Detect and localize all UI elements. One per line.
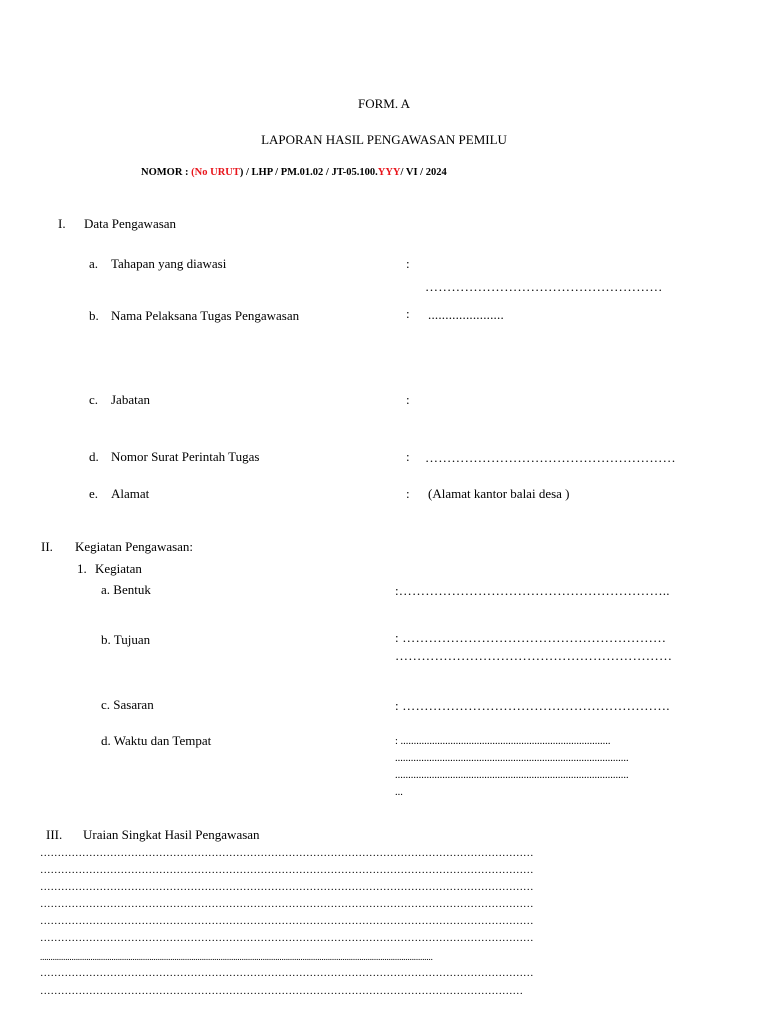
field-colon: : [406, 306, 410, 321]
field-value-line: ......................................................................................... [395, 770, 629, 781]
nomor-prefix: NOMOR : [141, 167, 192, 178]
field-value: (Alamat kantor balai desa ) [428, 486, 570, 501]
field-label: Jabatan [111, 392, 150, 407]
field-value-line: ……………………………………………………… [395, 648, 673, 663]
field-colon: : [406, 449, 410, 464]
uraian-line: ………………………………………………………………………………………………………………………… [40, 986, 523, 997]
field-letter: d. [89, 449, 99, 464]
section-1-title: Data Pengawasan [84, 216, 177, 231]
uraian-line: …………………………………………………………………………………………………………………………… [40, 865, 534, 876]
section-2-numeral: II. [41, 539, 53, 554]
field-value: ……………………………………………… [425, 279, 663, 294]
field-value-line: : …………………………………………………… [395, 630, 667, 645]
section-2-title: Kegiatan Pengawasan: [75, 539, 194, 554]
nomor-yyy: YYY [377, 167, 401, 178]
field-letter: a. [89, 256, 99, 271]
report-number [141, 165, 447, 181]
field-value-line: : ……………………………………………………. [395, 698, 670, 713]
field-value-line: ... [395, 787, 403, 798]
nomor-no-urut: (No URUT [191, 167, 240, 178]
field-label: Nama Pelaksana Tugas Pengawasan [111, 308, 300, 323]
uraian-line: …………………………………………………………………………………………………………………………… [40, 882, 534, 893]
section-3-numeral: III. [46, 827, 63, 842]
field-label: Nomor Surat Perintah Tugas [111, 449, 260, 464]
field-value: ………………………………………………… [425, 450, 676, 465]
uraian-line: …………………………………………………………………………………………………………………………… [40, 899, 534, 910]
section-3-title: Uraian Singkat Hasil Pengawasan [83, 827, 260, 842]
field-value-line: ......................................................................................... [395, 753, 629, 764]
field-value-line: :…………………………………………………….. [395, 583, 670, 598]
subsection-title: Kegiatan [95, 561, 142, 576]
field-label: Alamat [111, 486, 150, 501]
field-letter: c. [89, 392, 99, 407]
field-colon: : [406, 392, 410, 407]
field-colon: : [406, 486, 410, 501]
uraian-line: …………………………………………………………………………………………………………………………… [40, 933, 534, 944]
field-letter: b. [89, 308, 99, 323]
nomor-middle: ) / LHP / PM.01.02 / JT-05.100. [239, 167, 378, 178]
field-label: c. Sasaran [101, 697, 154, 712]
uraian-line: …………………………………………………………………………………………………………………………… [40, 848, 534, 859]
field-label: a. Bentuk [101, 582, 151, 597]
field-letter: e. [89, 486, 99, 501]
report-title: LAPORAN HASIL PENGAWASAN PEMILU [261, 132, 507, 147]
form-label: FORM. A [357, 96, 411, 111]
uraian-line: …………………………………………………………………………………………………………………………… [40, 968, 534, 979]
field-label: d. Waktu dan Tempat [101, 733, 212, 748]
section-1-numeral: I. [58, 216, 66, 231]
subsection-number: 1. [77, 561, 87, 576]
field-value-line: : ................................................................................ [395, 736, 611, 747]
nomor-suffix: / VI / 2024 [400, 167, 447, 178]
uraian-line: …………………………………………………………………………………………………………………………… [40, 916, 534, 927]
field-label: b. Tujuan [101, 632, 151, 647]
field-label: Tahapan yang diawasi [111, 256, 227, 271]
uraian-line: ........................................................................................................................................................................................... [40, 952, 433, 962]
field-value: ...................... [428, 307, 504, 322]
field-colon: : [406, 256, 410, 271]
